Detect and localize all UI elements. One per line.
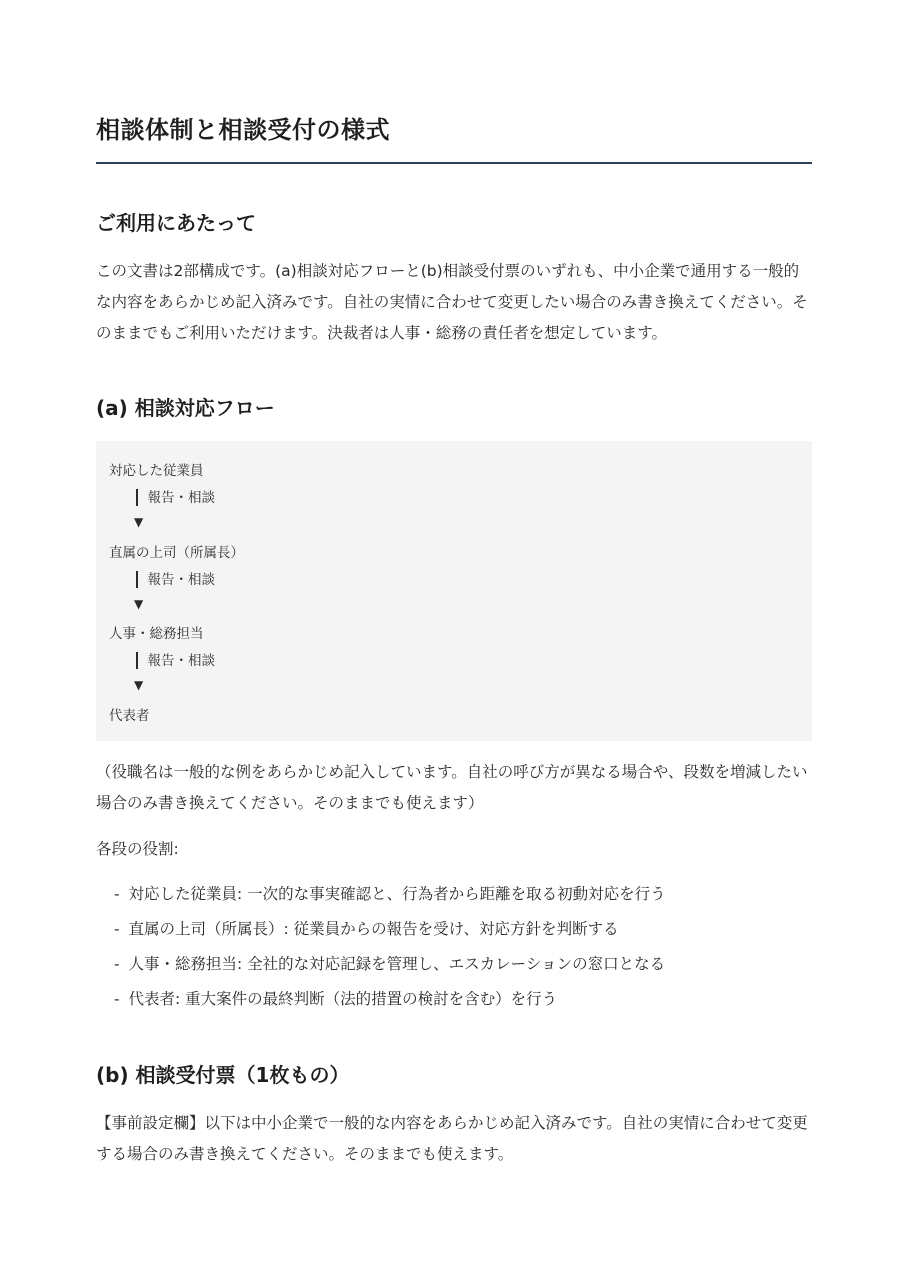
connector-label: 報告・相談 xyxy=(147,490,215,506)
connector-bar xyxy=(136,571,138,588)
down-arrow-icon: ▼ xyxy=(134,597,144,611)
list-marker: - xyxy=(114,990,120,1008)
flow-connector xyxy=(136,568,215,589)
flow-note: （役職名は一般的な例をあらかじめ記入しています。自社の呼び方が異なる場合や、段数を増減したい場合のみ書き換えてください。そのままでも使えます） xyxy=(96,763,808,812)
list-item: - 代表者: 重大案件の最終判断（法的措置の検討を含む）を行う xyxy=(114,990,558,1008)
flow-node: 直属の上司（所属長） xyxy=(109,545,244,561)
form-heading: (b) 相談受付票（1枚もの） xyxy=(96,1063,350,1087)
connector-bar xyxy=(136,489,138,506)
connector-label: 報告・相談 xyxy=(147,653,215,669)
roles-label: 各段の役割: xyxy=(96,840,179,858)
roles-list xyxy=(114,880,666,1020)
flow-connector xyxy=(136,486,215,507)
flow-connector xyxy=(136,649,215,670)
connector-label: 報告・相談 xyxy=(147,572,215,588)
list-marker: - xyxy=(114,955,120,973)
intro-heading: ご利用にあたって xyxy=(96,211,256,235)
list-item: - 直属の上司（所属長）: 従業員からの報告を受け、対応方針を判断する xyxy=(114,920,619,938)
document-title: 相談体制と相談受付の様式 xyxy=(96,116,390,144)
intro-paragraph: この文書は2部構成です。(a)相談対応フローと(b)相談受付票のいずれも、中小企業で通用する一般的な内容をあらかじめ記入済みです。自社の実情に合わせて変更したい場合のみ書き換えてください。そのままでもご利用いただけます。決裁者は人事・総務の責任者を想定しています。 xyxy=(96,262,808,342)
list-marker: - xyxy=(114,885,120,903)
flow-node: 対応した従業員 xyxy=(109,463,204,479)
flow-heading: (a) 相談対応フロー xyxy=(96,396,275,420)
list-item: - 人事・総務担当: 全社的な対応記録を管理し、エスカレーションの窓口となる xyxy=(114,955,666,973)
down-arrow-icon: ▼ xyxy=(134,678,144,692)
flow-diagram xyxy=(96,441,812,741)
list-marker: - xyxy=(114,920,120,938)
down-arrow-icon: ▼ xyxy=(134,515,144,529)
flow-node: 代表者 xyxy=(109,708,150,724)
title-divider xyxy=(96,162,812,164)
form-paragraph: 【事前設定欄】以下は中小企業で一般的な内容をあらかじめ記入済みです。自社の実情に合わせて変更する場合のみ書き換えてください。そのままでも使えます。 xyxy=(96,1114,808,1163)
flow-node: 人事・総務担当 xyxy=(109,626,204,642)
connector-bar xyxy=(136,652,138,669)
list-item: - 対応した従業員: 一次的な事実確認と、行為者から距離を取る初動対応を行う xyxy=(114,885,666,903)
